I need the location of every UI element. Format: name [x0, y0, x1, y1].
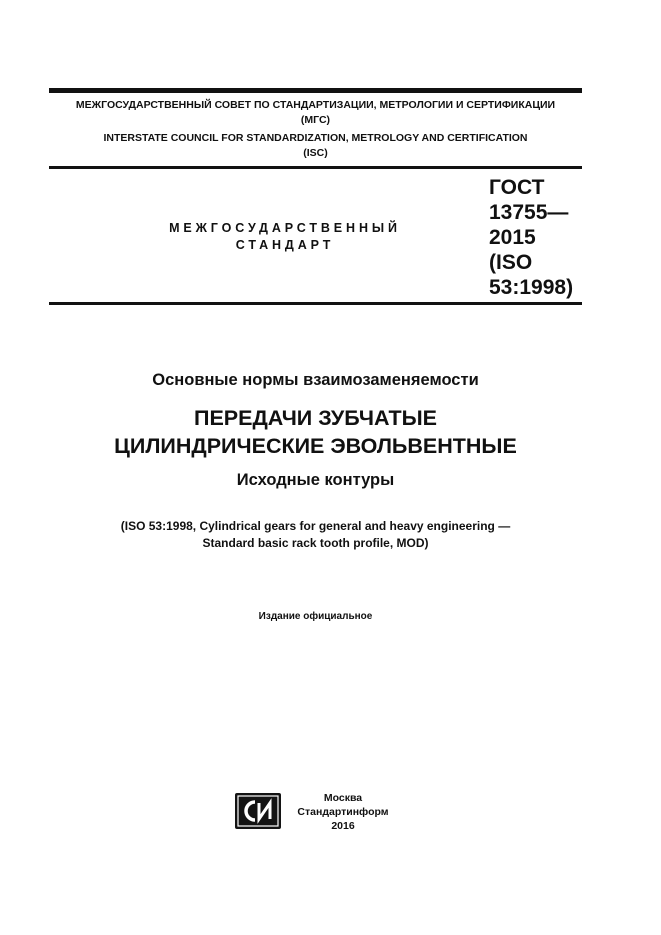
council-ru-block [49, 98, 582, 128]
iso-reference-line2: Standard basic rack tooth profile, MOD) [202, 536, 429, 550]
gost-designation-line1: ГОСТ [489, 176, 545, 199]
standard-type [150, 220, 420, 254]
top-rule [49, 88, 582, 93]
main-title-line2: ЦИЛИНДРИЧЕСКИЕ ЭВОЛЬВЕНТНЫЕ [114, 434, 517, 458]
publisher-city: Москва [323, 792, 363, 804]
gost-designation-line5: 53:1998) [489, 276, 574, 299]
standard-type-line1: МЕЖГОСУДАРСТВЕННЫЙ [169, 221, 401, 235]
main-title-line1: ПЕРЕДАЧИ ЗУБЧАТЫЕ [194, 406, 437, 430]
council-en-block [49, 131, 582, 161]
gost-designation-line3: 2015 [489, 226, 536, 249]
title-subtitle-bottom: Исходные контуры [236, 471, 395, 489]
middle-rule [49, 166, 582, 169]
publisher-year: 2016 [331, 820, 355, 832]
iso-reference [49, 518, 582, 552]
council-en-abbr: (ISC) [303, 147, 328, 159]
bottom-rule [49, 302, 582, 305]
gost-designation-line4: (ISO [489, 251, 533, 274]
council-ru-abbr: (МГС) [300, 114, 331, 126]
council-en-name: INTERSTATE COUNCIL FOR STANDARDIZATION, METROLOGY AND CERTIFICATION [103, 132, 528, 144]
standartinform-logo-icon [235, 793, 281, 829]
gost-designation [489, 175, 573, 300]
council-ru-name: МЕЖГОСУДАРСТВЕННЫЙ СОВЕТ ПО СТАНДАРТИЗАЦИИ, МЕТРОЛОГИИ И СЕРТИФИКАЦИИ [75, 99, 556, 111]
publisher-name: Стандартинформ [297, 806, 389, 818]
title-subtitle-top: Основные нормы взаимозаменяемости [152, 371, 479, 389]
iso-reference-line1: (ISO 53:1998, Cylindrical gears for general and heavy engineering — [120, 519, 511, 533]
main-title [49, 404, 582, 460]
publisher-block [292, 791, 394, 833]
standard-type-line2: СТАНДАРТ [235, 238, 335, 252]
gost-designation-line2: 13755— [489, 201, 569, 224]
edition-label: Издание официальное [258, 611, 373, 622]
